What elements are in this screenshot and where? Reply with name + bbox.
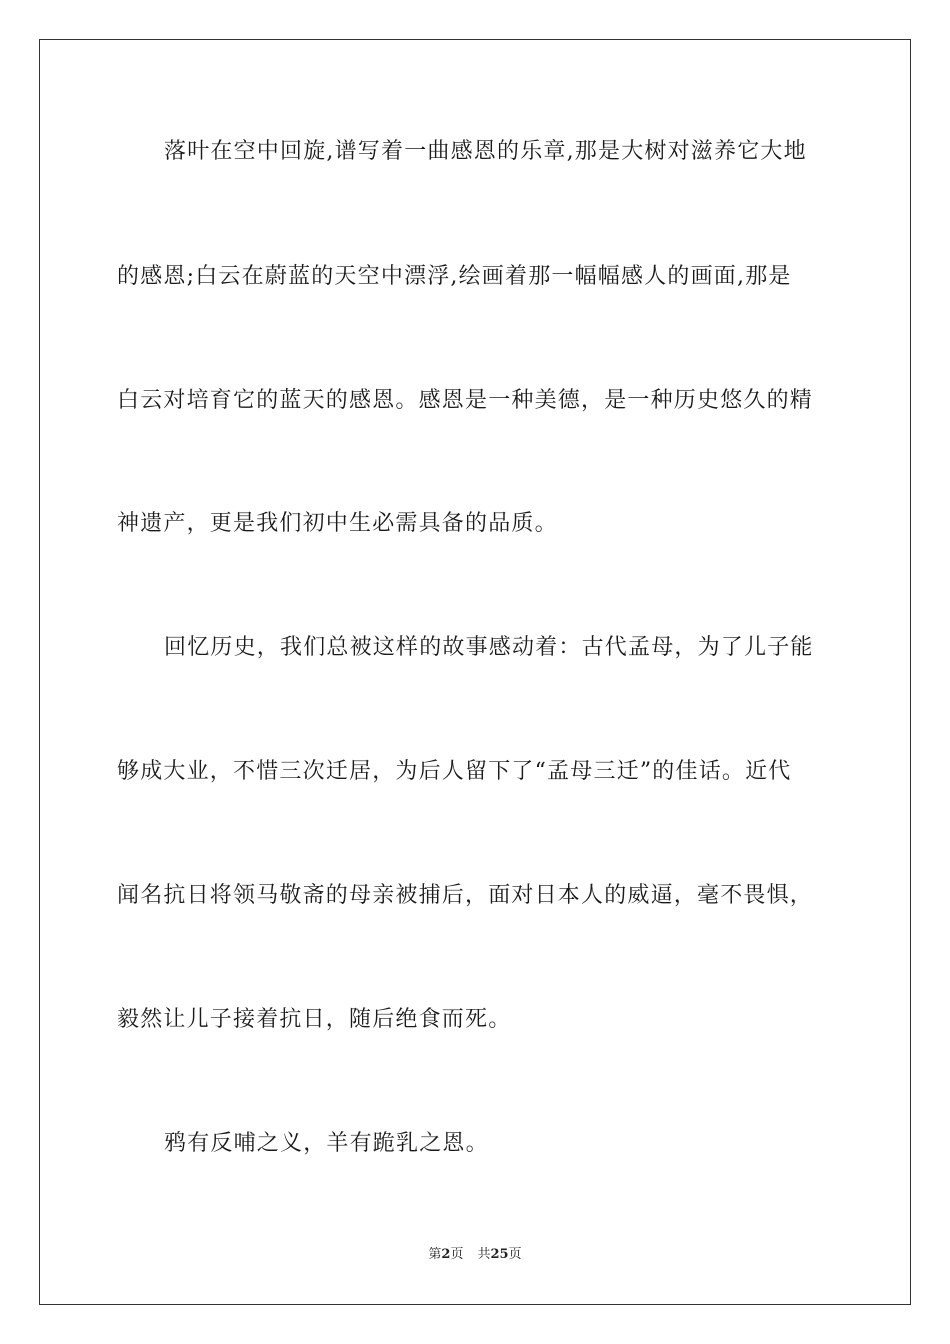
paragraph-1-line-2: 的感恩;白云在蔚蓝的天空中漂浮,绘画着那一幅幅感人的画面,那是 bbox=[117, 264, 792, 289]
total-pages: 25 bbox=[490, 1247, 509, 1262]
paragraph-1-line-1: 落叶在空中回旋,谱写着一曲感恩的乐章,那是大树对滋养它大地 bbox=[164, 139, 807, 164]
total-suffix: 页 bbox=[508, 1247, 522, 1262]
page-footer bbox=[0, 1246, 950, 1264]
paragraph-2-line-2: 够成大业，不惜三次迁居，为后人留下了“孟母三迁”的佳话。近代 bbox=[117, 759, 792, 784]
paragraph-1-line-4: 神遗产，更是我们初中生必需具备的品质。 bbox=[117, 511, 558, 536]
total-prefix: 共 bbox=[477, 1247, 491, 1262]
page-suffix: 页 bbox=[450, 1247, 464, 1262]
paragraph-2-line-1: 回忆历史，我们总被这样的故事感动着：古代孟母，为了儿子能 bbox=[164, 635, 814, 660]
paragraph-2-line-4: 毅然让儿子接着抗日，随后绝食而死。 bbox=[117, 1007, 512, 1032]
page-number: 2 bbox=[441, 1247, 451, 1262]
page-prefix: 第 bbox=[428, 1247, 442, 1262]
paragraph-1-line-3: 白云对培育它的蓝天的感恩。感恩是一种美德，是一种历史悠久的精 bbox=[117, 388, 814, 413]
page-border bbox=[39, 39, 911, 1305]
paragraph-3-line-1: 鸦有反哺之义，羊有跪乳之恩。 bbox=[164, 1131, 489, 1156]
paragraph-2-line-3: 闻名抗日将领马敬斋的母亲被捕后，面对日本人的威逼，毫不畏惧， bbox=[117, 883, 814, 908]
